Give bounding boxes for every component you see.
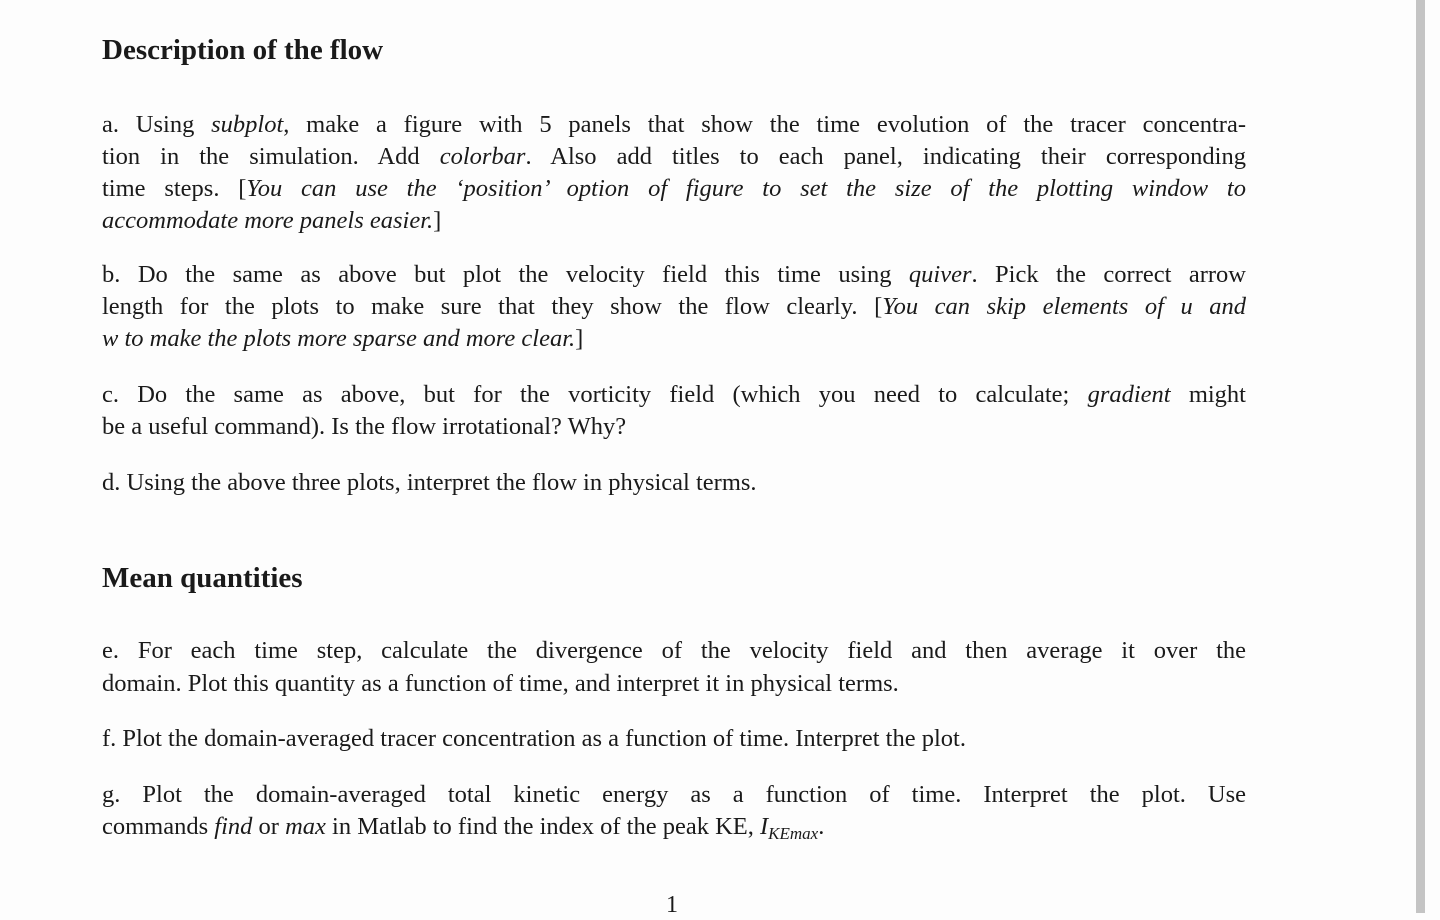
text-segment: a. Using xyxy=(102,111,212,138)
paragraph-b-line xyxy=(102,291,1246,323)
italic-text-segment: You can skip elements of u and xyxy=(882,293,1246,320)
text-segment: e. For each time step, calculate the divergence of the velocity field and then average it over the xyxy=(102,637,1246,664)
italic-text-segment: colorbar xyxy=(439,143,526,170)
italic-text-segment: find xyxy=(214,813,253,840)
text-segment: ] xyxy=(433,207,442,234)
text-segment: time steps. [ xyxy=(102,175,247,202)
paragraph-g-line xyxy=(102,811,1246,850)
paragraph-b-line xyxy=(102,259,1246,291)
math-subscript: KEmax xyxy=(768,824,819,843)
italic-text-segment: quiver xyxy=(908,261,972,288)
page-number: 1 xyxy=(666,892,678,918)
paragraph-e-line xyxy=(102,668,1246,700)
text-segment: in Matlab to find the index of the peak KE, xyxy=(325,813,760,840)
text-segment: length for the plots to make sure that they show the flow clearly. [ xyxy=(102,293,883,320)
text-segment: c. Do the same as above, but for the vorticity field (which you need to calculate; xyxy=(102,381,1088,408)
paragraph-b-line xyxy=(102,323,1246,355)
text-segment: tion in the simulation. Add xyxy=(102,143,440,170)
paragraph-c-line xyxy=(102,411,1246,443)
paragraph-d-line xyxy=(102,467,1246,499)
paragraph-a-line xyxy=(102,173,1246,205)
text-segment: . Also add titles to each panel, indicating their corresponding xyxy=(525,143,1246,170)
paragraph-c-line xyxy=(102,379,1246,411)
text-segment: g. Plot the domain-averaged total kinetic energy as a function of time. Interpret the plot. Use xyxy=(102,781,1246,808)
text-segment: commands xyxy=(102,813,215,840)
text-segment: domain. Plot this quantity as a function of time, and interpret it in physical terms. xyxy=(102,670,899,697)
paragraph-g-line xyxy=(102,779,1246,811)
italic-text-segment: subplot xyxy=(211,111,284,138)
text-segment: be a useful command). Is the flow irrotational? Why? xyxy=(102,413,627,440)
paragraph-a-line xyxy=(102,109,1246,141)
text-segment: . xyxy=(818,813,825,840)
text-segment: or xyxy=(252,813,286,840)
text-segment: b. Do the same as above but plot the velocity field this time using xyxy=(102,261,909,288)
paragraph-a-line xyxy=(102,205,1246,237)
italic-text-segment: accommodate more panels easier. xyxy=(102,207,434,234)
paragraph-e-line xyxy=(102,635,1246,667)
italic-text-segment: gradient xyxy=(1087,381,1171,408)
section-heading-mean-quantities: Mean quantities xyxy=(102,562,303,594)
text-segment: might xyxy=(1170,381,1246,408)
paragraph-f-line xyxy=(102,723,1246,755)
text-segment: . Pick the correct arrow xyxy=(971,261,1246,288)
vertical-scrollbar[interactable] xyxy=(1416,0,1425,913)
section-heading-description-of-flow: Description of the flow xyxy=(102,34,384,66)
text-segment: d. Using the above three plots, interpret the flow in physical terms. xyxy=(102,469,757,496)
italic-text-segment: I xyxy=(760,813,769,840)
text-segment: ] xyxy=(575,325,584,352)
italic-text-segment: max xyxy=(285,813,326,840)
paragraph-a-line xyxy=(102,141,1246,173)
italic-text-segment: You can use the ‘position’ option of figure to set the size of the plotting window to xyxy=(246,175,1246,202)
text-segment: f. Plot the domain-averaged tracer concentration as a function of time. Interpret the plot. xyxy=(102,725,966,752)
text-segment: , make a figure with 5 panels that show the time evolution of the tracer concentra- xyxy=(283,111,1246,138)
italic-text-segment: w to make the plots more sparse and more clear. xyxy=(102,325,576,352)
